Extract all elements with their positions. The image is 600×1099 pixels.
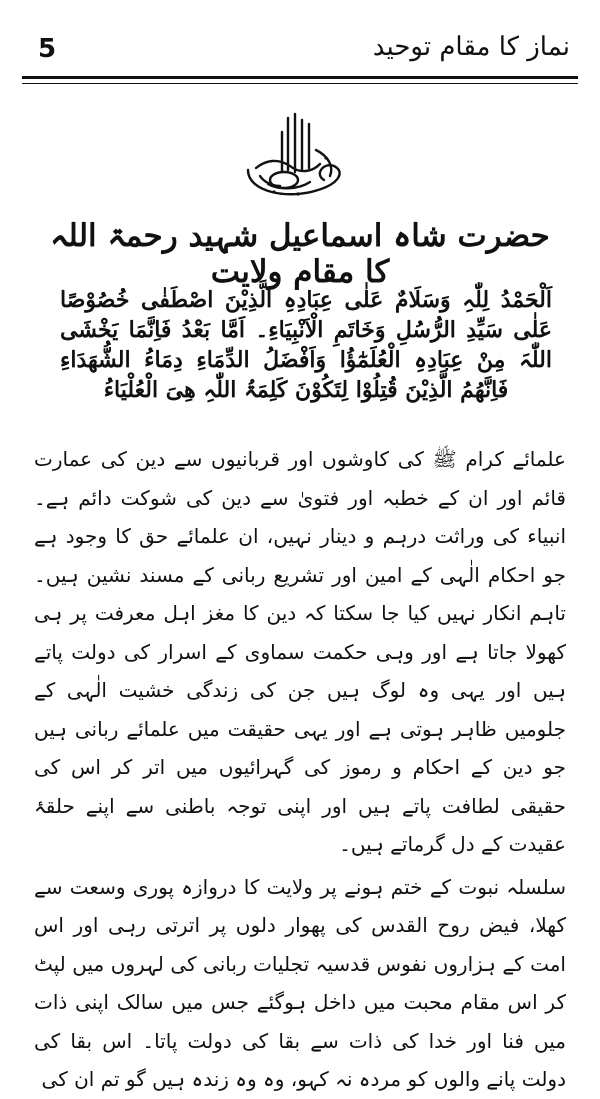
running-title: نماز کا مقام توحید [372,32,570,62]
paragraph: سلسلہ نبوت کے ختم ہونے پر ولایت کا دروازہ پوری وسعت سے کھلا، فیض روح القدس کی پھوار دلوں پر اترتی رہی اور اس امت کے ہزاروں نفوس قدسیہ تجلیات ربانی کی لہروں میں لپٹ کر اس مقام محبت میں داخل ہوگئے جس میں سالک اپنی ذات میں فنا اور خدا کی ذات سے بقا کی دولت پاتا۔ اس بقا کی دولت پانے والوں کو مردہ نہ کہو، وہ وہ زندہ ہیں گو تم ان کی [34,874,566,1091]
arabic-invocation: اَلْحَمْدُ لِلّٰہِ وَسَلَامٌ عَلٰی عِبَادِہِ الَّذِیْنَ اصْطَفٰی خُصُوْصًا عَلٰی سَیِّدِ الرُّسُلِ وَخَاتَمِ الْاَنْبِیَاءِ۔ اَمَّا بَعْدُ فَاِنَّمَا یَخْشَی اللّٰہَ مِنْ عِبَادِہِ الْعُلَمٰٓؤُا وَاَفْضَلُ الدِّمَاءِ دِمَاءُ الشُّھَدَاءِ فَاِنَّھُمُ الَّذِیْنَ قُتِلُوْا لِتَکُوْنَ کَلِمَۃُ اللّٰہِ ھِیَ الْعُلْیَاءُ [60,287,552,403]
bismillah-calligraphy-icon [238,110,358,205]
header-rule-thick [22,76,578,79]
running-header [22,22,578,82]
chapter-title: حضرت شاہ اسماعیل شہید رحمۃ اللہ کا مقام ولایت [50,218,550,290]
paragraph: علمائے کرام ﷺ کی کاوشوں اور قربانیوں سے دین کی عمارت قائم اور ان کے خطبہ اور فتویٰ سے دین کی شوکت دائم ہے۔ انبیاء کی وراثت درہم و دینار نہیں، ان علمائے حق کا وجود ہے جو احکام الٰہی کے امین اور تشریع ربانی کے مسند نشین ہیں۔ تاہم انکار نہیں کیا جا سکتا کہ دین کا مغز اہل معرفت پر ہی کھولا جاتا ہے اور وہی حکمت سماوی کے اسرار کی دولت پاتے ہیں اور یہی وہ لوگ ہیں جن کی زندگی خشیت الٰہی کے جلومیں ظاہر ہوتی ہے اور یہی حقیقت میں علمائے ربانی ہیں جو دین کے احکام و رموز کی گہرائیوں میں اتر کر اس کی حقیقی لطافت پاتے ہیں اور اپنی توجہ باطنی سے اپنے حلقۂ عقیدت کے دل گرماتے ہیں۔ [34,447,566,856]
page-number: 5 [38,34,57,64]
body-text [34,440,566,1099]
header-rule-thin [22,83,578,84]
